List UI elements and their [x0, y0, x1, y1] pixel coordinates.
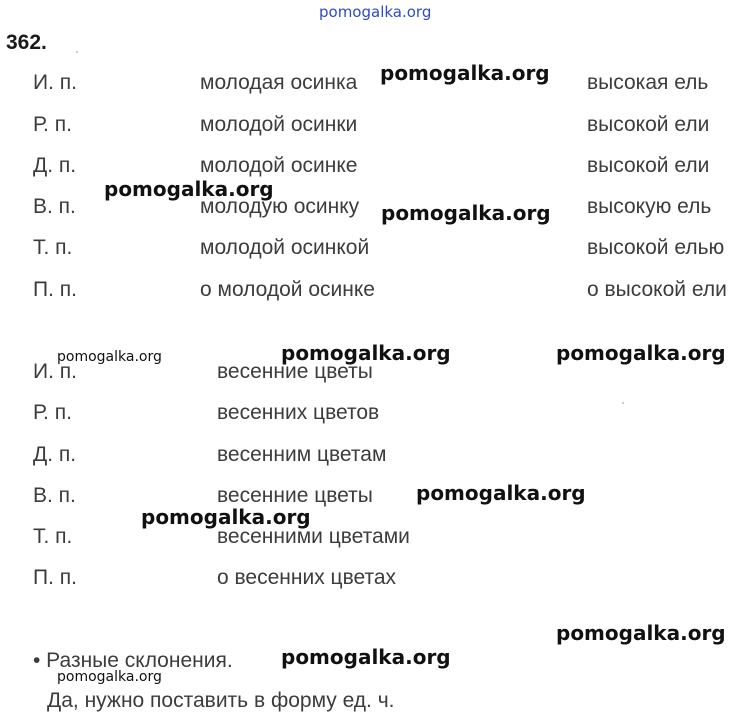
watermark: pomogalka.org — [104, 177, 274, 201]
phrase: о весенних цветах — [217, 566, 397, 589]
case-label: В. п. — [33, 195, 76, 218]
watermark: pomogalka.org — [416, 481, 586, 505]
phrase: весенние цветы — [217, 360, 373, 383]
case-label: Р. п. — [33, 401, 72, 424]
phrase-1: молодой осинки — [200, 113, 358, 136]
note-answer: Да, нужно поставить в форму ед. ч. — [47, 689, 395, 712]
case-label: Д. п. — [33, 154, 77, 177]
phrase: весенним цветам — [217, 443, 387, 466]
phrase: весенние цветы — [217, 484, 373, 507]
watermark: pomogalka.org — [57, 349, 162, 365]
watermark: pomogalka.org — [141, 505, 311, 529]
task-number: 362. — [6, 31, 47, 54]
case-label: И. п. — [33, 360, 77, 383]
phrase: весенних цветов — [217, 401, 380, 424]
watermark: pomogalka.org — [57, 669, 162, 685]
watermark: pomogalka.org — [380, 61, 550, 85]
phrase-1: молодая осинка — [200, 71, 358, 94]
watermark: pomogalka.org — [281, 341, 451, 365]
watermark: pomogalka.org — [381, 201, 551, 225]
watermark-top: pomogalka.org — [319, 3, 432, 21]
watermark: pomogalka.org — [556, 341, 726, 365]
case-label: В. п. — [33, 484, 76, 507]
phrase-1: молодой осинкой — [200, 236, 370, 259]
phrase-1: о молодой осинке — [200, 278, 375, 301]
case-label: Р. п. — [33, 113, 72, 136]
case-label: Д. п. — [33, 443, 77, 466]
watermark: pomogalka.org — [556, 621, 726, 645]
phrase-2: высокой елью — [587, 236, 725, 259]
phrase-1: молодой осинке — [200, 154, 358, 177]
case-label: Т. п. — [33, 236, 73, 259]
speck — [622, 402, 624, 404]
phrase-2: высокой ели — [587, 154, 710, 177]
phrase-2: о высокой ели — [587, 278, 727, 301]
phrase-2: высокой ели — [587, 113, 710, 136]
speck — [76, 51, 78, 53]
phrase: весенними цветами — [217, 525, 410, 548]
case-label: И. п. — [33, 71, 77, 94]
phrase-1: молодую осинку — [200, 195, 360, 218]
phrase-2: высокая ель — [587, 71, 709, 94]
case-label: П. п. — [33, 278, 77, 301]
watermark: pomogalka.org — [281, 645, 451, 669]
case-label: Т. п. — [33, 525, 73, 548]
case-label: П. п. — [33, 566, 77, 589]
note-bullet: • Разные склонения. — [33, 649, 233, 672]
phrase-2: высокую ель — [587, 195, 712, 218]
